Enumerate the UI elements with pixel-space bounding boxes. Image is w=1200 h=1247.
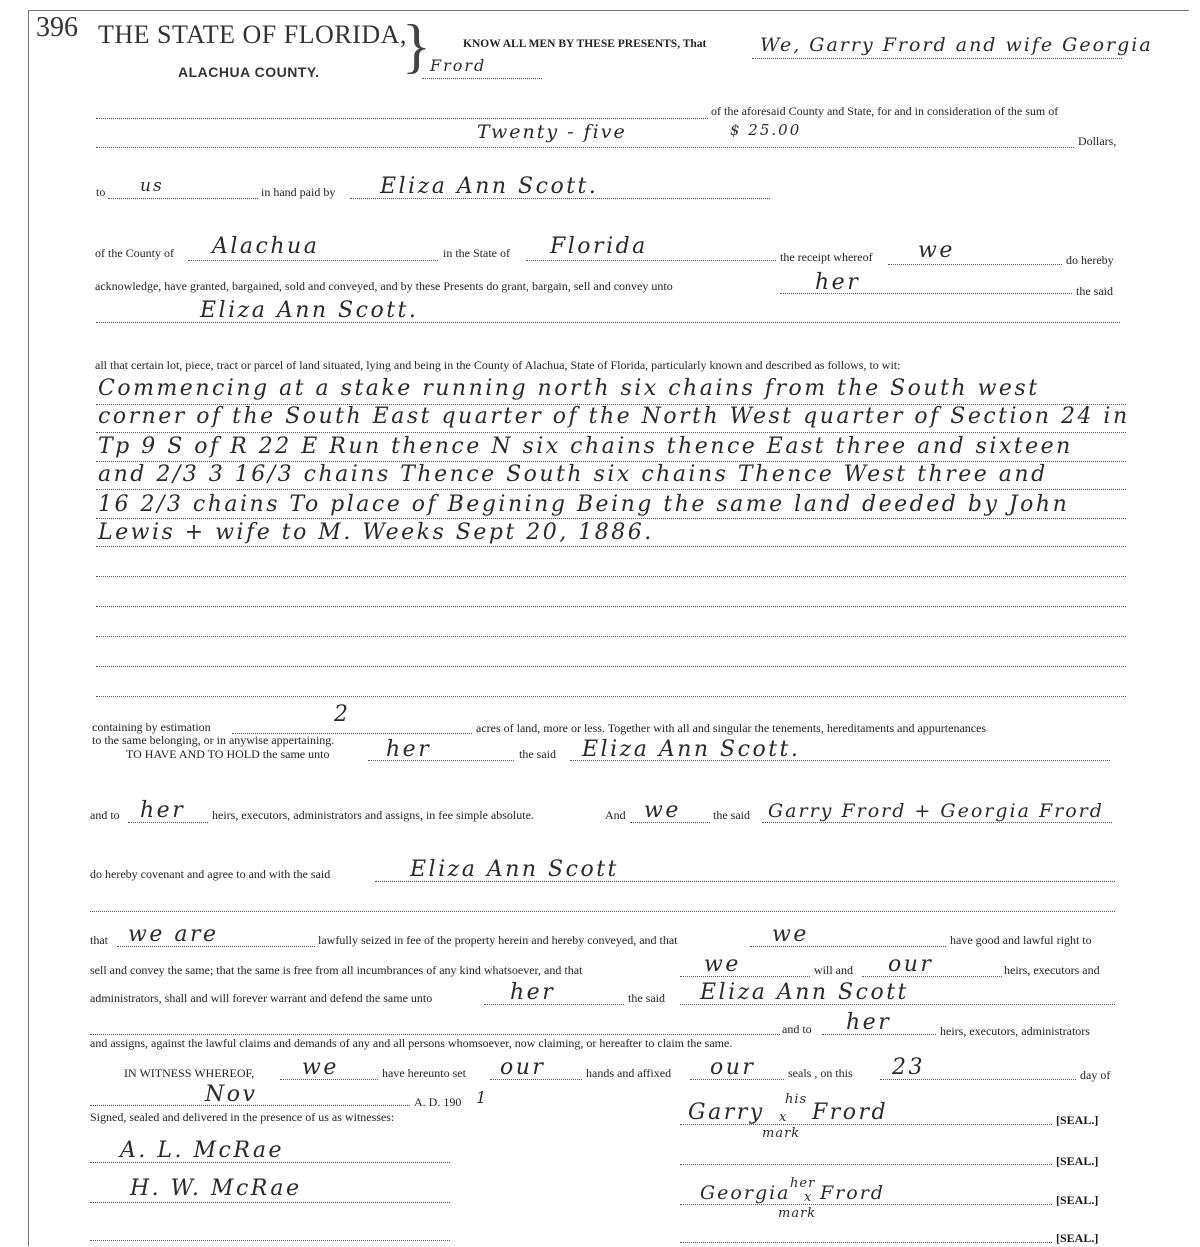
day-value: 23 [892, 1055, 925, 1080]
receipt-rule [888, 264, 1062, 265]
desc-line-5: 16 2/3 chains To place of Begining Being the same land deeded by John [98, 492, 1070, 517]
description-intro: all that certain lot, piece, tract or parcel of land situated, lying and being in the County of Alachua, State of Florida, particularly known and described as follows, to wit: [95, 358, 901, 372]
admin-value: her [510, 980, 556, 1005]
acknowledge-text: acknowledge, have granted, bargained, sold and conveyed, and by these Presents do grant, bargain, sell and convey unto [95, 279, 673, 293]
admin-text: administrators, shall and will forever warrant and defend the same unto [90, 991, 433, 1005]
seals-value: our [710, 1055, 756, 1080]
sig-2-mark: mark [778, 1206, 817, 1221]
receipt-value: we [918, 238, 955, 263]
sell-value: we [704, 952, 741, 977]
amount-rule [96, 147, 1074, 148]
sig-2-x: x [804, 1190, 813, 1205]
to-value: us [140, 176, 164, 196]
seal-label-1: [SEAL.] [1056, 1113, 1099, 1127]
admin-and-to: and to [782, 1022, 812, 1036]
habendum-the-said: the said [519, 747, 556, 761]
that-label: that [90, 933, 108, 947]
of-county-label: of the County of [95, 246, 174, 260]
do-hereby-label: do hereby [1066, 253, 1114, 267]
admin-the-said: the said [628, 991, 665, 1005]
belonging-text: to the same belonging, or in anywise appertaining. [92, 733, 335, 747]
lawful-claims-text: and assigns, against the lawful claims and demands of any and all persons whomsoever, now claiming, or hereafter to claim the same. [90, 1036, 733, 1050]
sig-2-surname: Frord [820, 1182, 885, 1204]
admin-name: Eliza Ann Scott [700, 980, 909, 1005]
heirs-the-said: the said [713, 808, 750, 822]
state-label: in the State of [443, 246, 510, 260]
county-rule [188, 260, 438, 261]
right-text: have good and lawful right to [950, 933, 1092, 947]
sig-1-mark: mark [762, 1126, 801, 1141]
that-value: we are [128, 922, 219, 947]
the-said-label: the said [1076, 284, 1113, 298]
acres-value: 2 [334, 702, 351, 727]
month-value: Nov [205, 1082, 258, 1107]
desc-line-2: corner of the South East quarter of the North West quarter of Section 24 in [98, 404, 1130, 429]
witness-2: H. W. McRae [130, 1176, 302, 1201]
sig-2-her: her [790, 1176, 816, 1191]
sig-2-name: Georgia [700, 1182, 791, 1204]
state-title: THE STATE OF FLORIDA, [98, 20, 407, 49]
state-rule [526, 260, 776, 261]
aforesaid-text: of the aforesaid County and State, for and in consideration of the sum of [711, 104, 1059, 118]
desc-rule-5 [96, 518, 1126, 519]
hands-affixed-label: hands and affixed [586, 1066, 672, 1080]
desc-rule-10 [96, 666, 1126, 667]
habendum-unto: her [386, 737, 432, 762]
and-value: we [644, 798, 681, 823]
grantee-name: Eliza Ann Scott. [200, 298, 419, 323]
our-value: our [888, 952, 934, 977]
desc-rule-9 [96, 636, 1126, 637]
grantors-line-2: Frord [430, 56, 487, 75]
to-label: to [96, 185, 106, 199]
sell-text: sell and convey the same; that the same is free from all incumbrances of any kind whatsoever, and that [90, 963, 583, 977]
blank-rule [96, 118, 708, 119]
hand-value: our [500, 1055, 546, 1080]
desc-rule-11 [96, 696, 1126, 697]
covenant-rule-2 [90, 911, 1115, 912]
containing-label: containing by estimation [92, 720, 211, 734]
sell-rule [680, 976, 810, 977]
paid-by-value: Eliza Ann Scott. [380, 174, 599, 199]
heirs-text: heirs, executors, administrators and assigns, in fee simple absolute. [212, 808, 534, 822]
seal-label-2: [SEAL.] [1056, 1154, 1099, 1168]
amount-figures: $ 25.00 [730, 121, 802, 139]
sig-1-his: his [785, 1092, 808, 1107]
heirs-grantors: Garry Frord + Georgia Frord [768, 800, 1104, 822]
admin-and-to-value: her [846, 1010, 892, 1035]
amount-words: Twenty - five [477, 121, 627, 143]
acres-text: acres of land, more or less. Together with all and singular the tenements, hereditaments and appurtenances [476, 721, 987, 735]
sig-1-surname: Frord [812, 1100, 889, 1125]
desc-line-1: Commencing at a stake running north six chains from the South west [98, 376, 1040, 401]
desc-rule-7 [96, 576, 1126, 577]
whereof-value: we [302, 1055, 339, 1080]
header-brace: } [402, 13, 431, 79]
dollars-label: Dollars, [1078, 134, 1117, 148]
and-to-value: her [140, 798, 186, 823]
witness-3-rule [90, 1240, 450, 1241]
and-label: And [605, 808, 626, 822]
we-value: we [772, 922, 809, 947]
heirs-exec-label: heirs, executors and [1004, 963, 1100, 977]
heirs-exec-admin: heirs, executors, administrators [940, 1024, 1090, 1038]
receipt-label: the receipt whereof [780, 250, 873, 264]
day-of-label: day of [1080, 1068, 1111, 1082]
desc-line-3: Tp 9 S of R 22 E Run thence N six chains thence East three and sixteen [98, 434, 1073, 459]
state-value: Florida [550, 234, 648, 259]
in-witness-label: IN WITNESS WHEREOF, [124, 1066, 255, 1080]
to-rule [108, 198, 258, 199]
witness-1: A. L. McRae [120, 1138, 285, 1163]
covenant-value: Eliza Ann Scott [410, 857, 619, 882]
seized-text: lawfully seized in fee of the property herein and hereby conveyed, and that [318, 933, 678, 947]
have-set-label: have hereunto set [382, 1066, 466, 1080]
grantors-line-1: We, Garry Frord and wife Georgia [760, 34, 1153, 56]
desc-line-6: Lewis + wife to M. Weeks Sept 20, 1886. [98, 520, 654, 545]
sig-3-rule [680, 1204, 1052, 1205]
county-value: Alachua [212, 234, 320, 259]
to-have-label: TO HAVE AND TO HOLD the same unto [126, 747, 330, 761]
sig-1-name: Garry [688, 1100, 765, 1125]
seal-label-4: [SEAL.] [1056, 1231, 1099, 1245]
desc-rule-2 [96, 432, 1126, 433]
sig-1-x: x [779, 1110, 788, 1125]
desc-line-4: and 2/3 3 16/3 chains Thence South six chains Thence West three and [98, 462, 1048, 487]
page-border [28, 10, 1189, 1246]
year-value: 1 [476, 1088, 489, 1107]
desc-rule-6 [96, 546, 1126, 547]
desc-rule-4 [96, 489, 1126, 490]
know-all-men-text: KNOW ALL MEN BY THESE PRESENTS, That [463, 38, 707, 50]
seals-on-label: seals , on this [788, 1066, 853, 1080]
heirs-grantors-rule [762, 822, 1112, 823]
paid-by-label: in hand paid by [261, 185, 336, 199]
and-to-label: and to [90, 808, 120, 822]
habendum-grantee: Eliza Ann Scott. [582, 737, 801, 762]
signed-text: Signed, sealed and delivered in the presence of us as witnesses: [90, 1110, 395, 1124]
sig-4-rule [680, 1242, 1052, 1243]
witness-2-rule [90, 1202, 450, 1203]
ad-label: A. D. 190 [414, 1095, 462, 1109]
desc-rule-8 [96, 606, 1126, 607]
grantors-rule-2 [422, 78, 542, 79]
will-and-label: will and [814, 963, 853, 977]
sig-2-rule [680, 1164, 1052, 1165]
and-to-blank-rule [90, 1034, 780, 1035]
seal-label-3: [SEAL.] [1056, 1193, 1099, 1207]
unto-value: her [815, 270, 861, 295]
covenant-label: do hereby covenant and agree to and with the said [90, 867, 331, 881]
document-number: 396 [36, 12, 78, 43]
grantors-rule-1 [752, 58, 1122, 59]
county-title: ALACHUA COUNTY. [178, 64, 320, 80]
